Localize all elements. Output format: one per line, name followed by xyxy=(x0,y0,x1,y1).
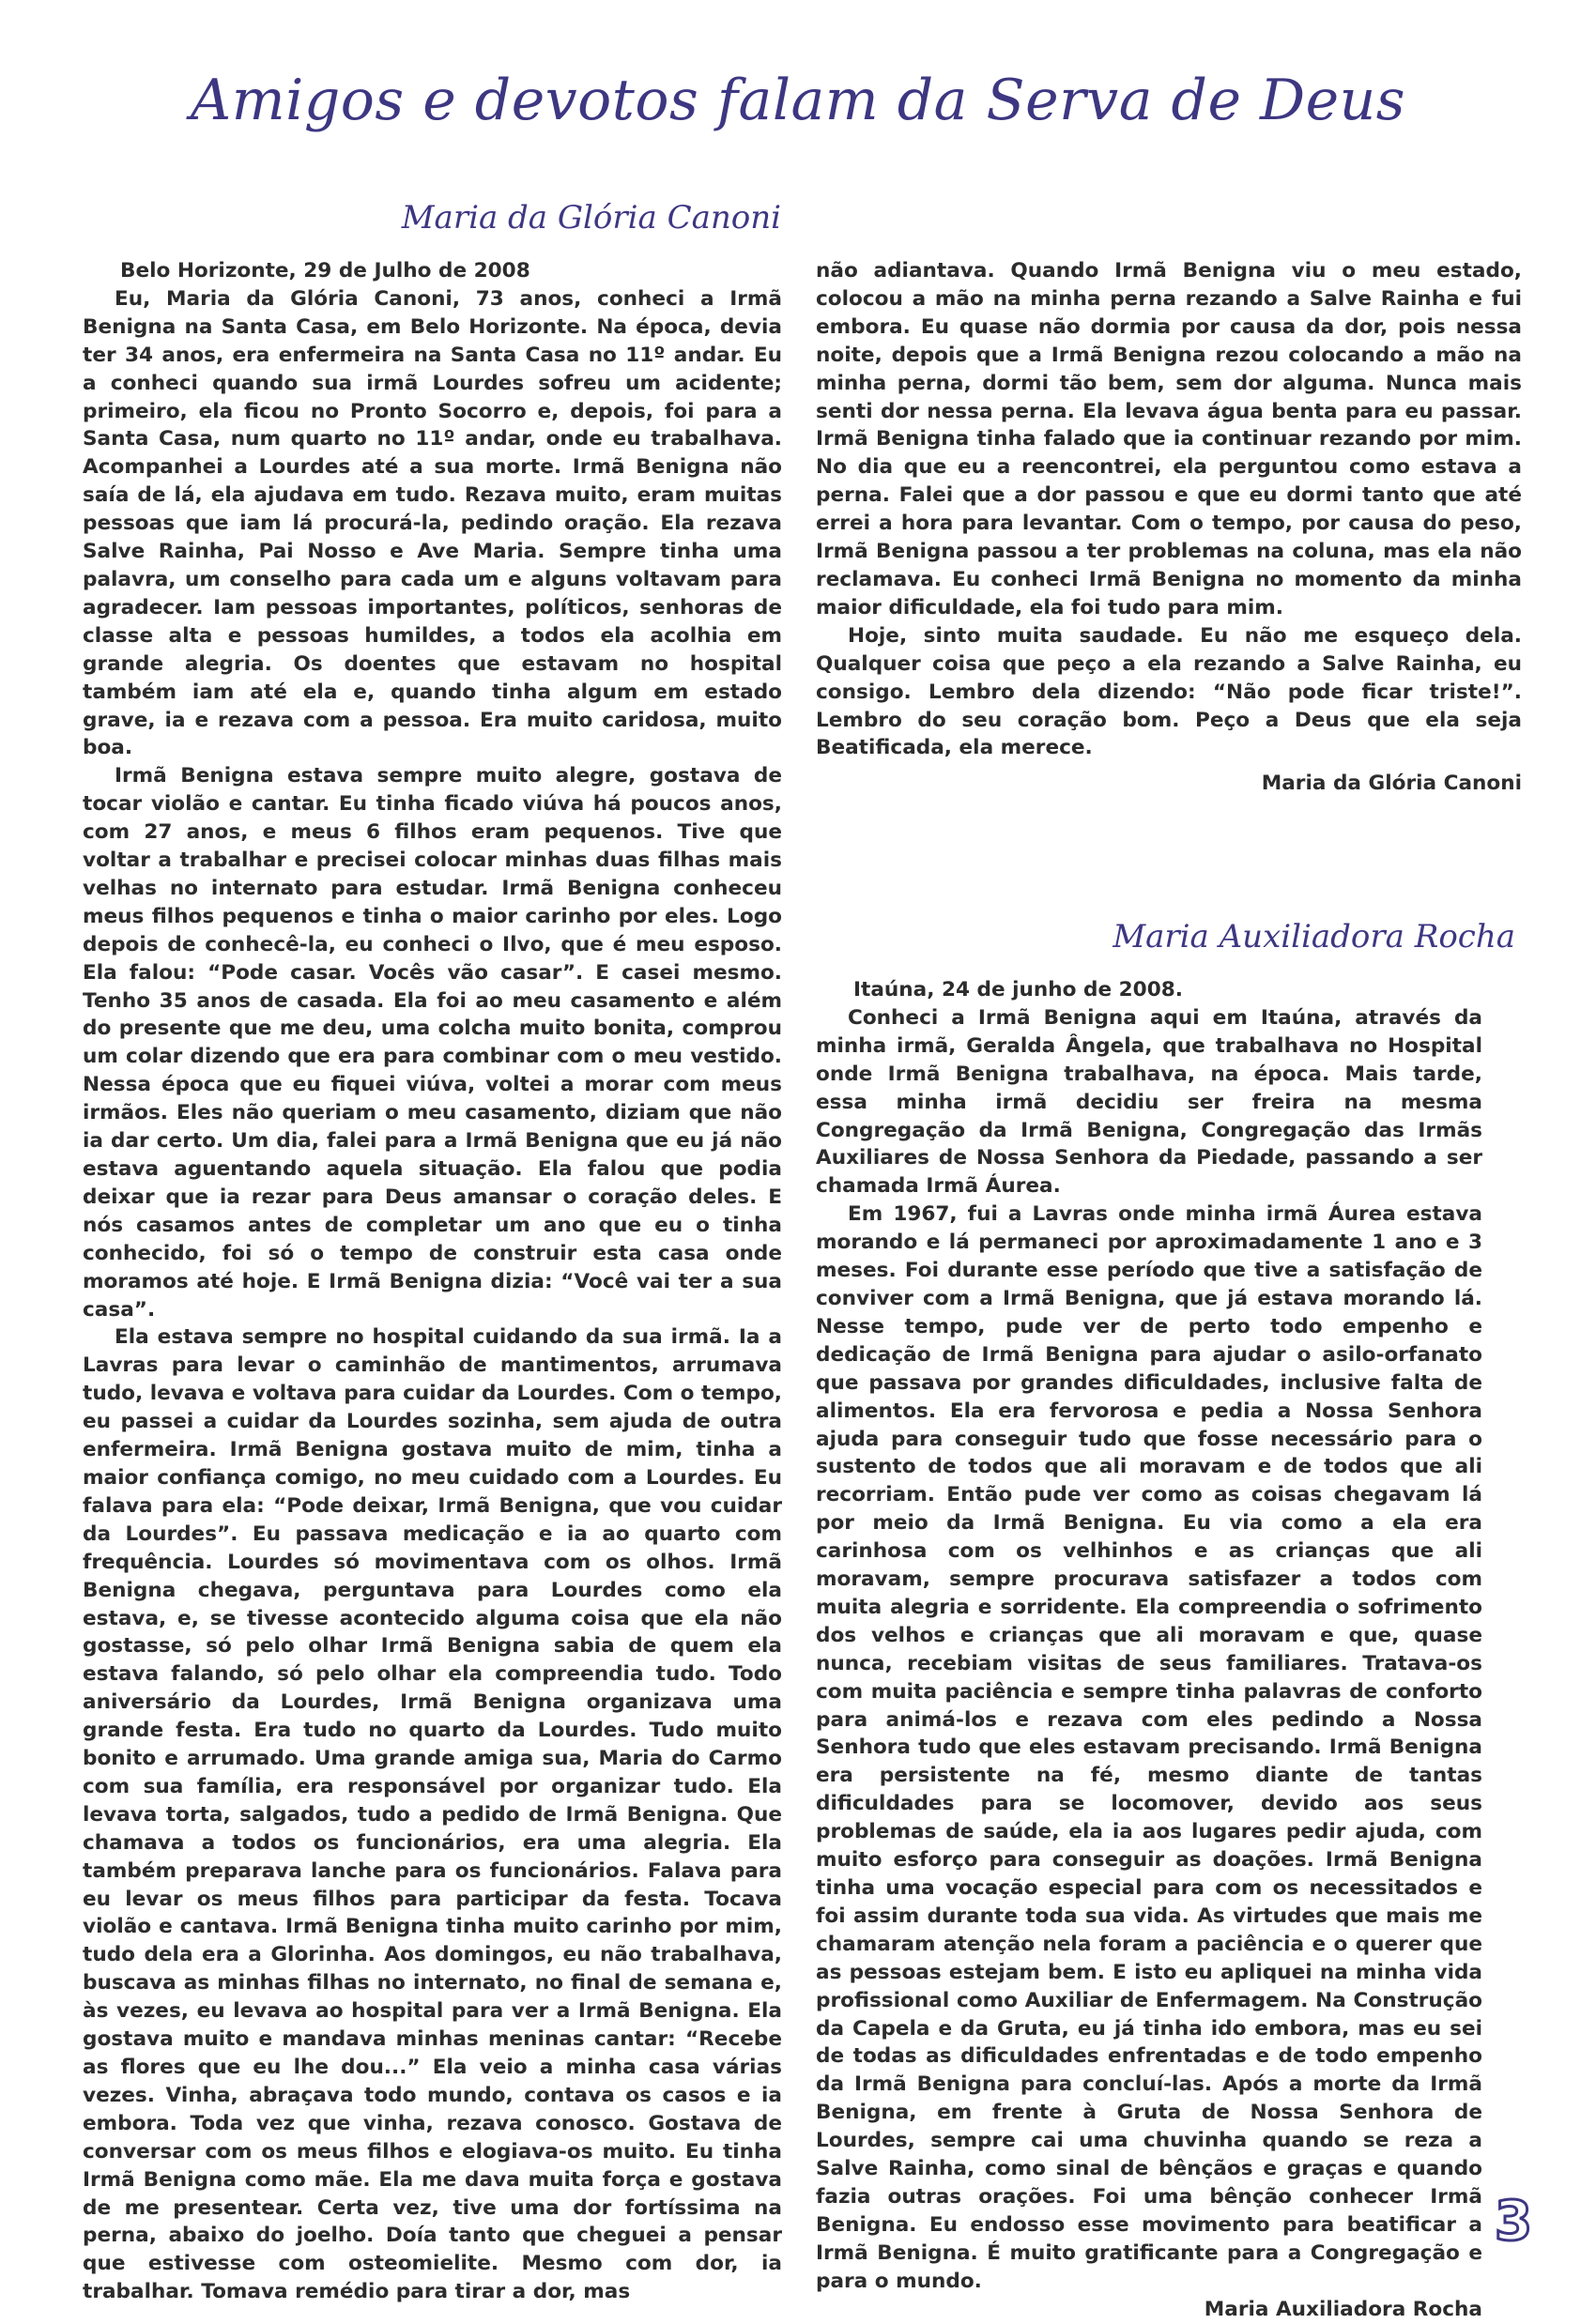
signature-gloria: Maria da Glória Canoni xyxy=(1261,772,1522,796)
testimony-gloria-right-column xyxy=(816,257,1522,798)
author-heading-auxiliadora: Maria Auxiliadora Rocha xyxy=(1113,918,1515,956)
paragraph: Irmã Benigna estava sempre muito alegre, gostava de tocar violão e cantar. Eu tinha ficado viúva há poucos anos, com 27 anos, e meus 6 filhos eram pequenos. Tive que voltar a trabalhar e precisei colocar minhas duas filhas mais velhas no internato para estudar. Irmã Benigna conheceu meus filhos pequenos e tinha o maior carinho por eles. Logo depois de conhecê-la, eu conheci o Ilvo, que é meu esposo. Ela falou: “Pode casar. Vocês vão casar”. E casei mesmo. Tenho 35 anos de casada. Ela foi ao meu casamento e além do presente que me deu, uma colcha muito bonita, comprou um colar dizendo que era para combinar com o meu vestido. Nessa época que eu fiquei viúva, voltei a morar com meus irmãos. Eles não queriam o meu casamento, diziam que não ia dar certo. Um dia, falei para a Irmã Benigna que eu já não estava aguentando aquela situação. Ela falou que podia deixar que ia rezar para Deus amansar o coração deles. E nós casamos antes de completar um ano que eu o tinha conhecido, foi só o tempo de construir esta casa onde moramos até hoje. E Irmã Benigna dizia: “Você vai ter a sua casa”. xyxy=(83,764,782,1322)
dateline-auxiliadora: Itaúna, 24 de junho de 2008. xyxy=(853,978,1183,1001)
page-title: Amigos e devotos falam da Serva de Deus xyxy=(190,68,1406,133)
testimony-gloria-left-column xyxy=(83,257,782,2306)
paragraph: Hoje, sinto muita saudade. Eu não me esqueço dela. Qualquer coisa que peço a ela rezando a Salve Rainha, eu consigo. Lembro dela dizendo: “Não pode ficar triste!”. Lembro do seu coração bom. Peço a Deus que ela seja Beatificada, ela merece. xyxy=(816,623,1522,760)
paragraph: Ela estava sempre no hospital cuidando da sua irmã. Ia a Lavras para levar o caminhão de mantimentos, arrumava tudo, levava e voltava para cuidar da Lourdes. Com o tempo, eu passei a cuidar da Lourdes sozinha, sem ajuda de outra enfermeira. Irmã Benigna gostava muito de mim, tinha a maior confiança comigo, no meu cuidado com a Lourdes. Eu falava para ela: “Pode deixar, Irmã Benigna, que vou cuidar da Lourdes”. Eu passava medicação e ia ao quarto com frequência. Lourdes só movimentava com os olhos. Irmã Benigna chegava, perguntava para Lourdes como ela estava, e, se tivesse acontecido alguma coisa que ela não gostasse, só pelo olhar Irmã Benigna sabia de quem ela estava falando, só pelo olhar ela compreendia tudo. Todo aniversário da Lourdes, Irmã Benigna organizava uma grande festa. Era tudo no quarto da Lourdes. Tudo muito bonito e arrumado. Uma grande amiga sua, Maria do Carmo com sua família, era responsável por organizar tudo. Ela levava torta, salgados, tudo a pedido de Irmã Benigna. Que chamava a todos os funcionários, era uma alegria. Ela também preparava lanche para os funcionários. Falava para eu levar os meus filhos para participar da festa. Tocava violão e cantava. Irmã Benigna tinha muito carinho por mim, tudo dela era a Glorinha. Aos domingos, eu não trabalhava, buscava as minhas filhas no internato, no final de semana e, às vezes, eu levava ao hospital para ver a Irmã Benigna. Ela gostava muito e mandava minhas meninas cantar: “Recebe as flores que eu lhe dou...” Ela veio a minha casa várias vezes. Vinha, abraçava todo mundo, contava os casos e ia embora. Toda vez que vinha, rezava conosco. Gostava de conversar com os meus filhos e elogiava-os muito. Eu tinha Irmã Benigna como mãe. Ela me dava muita força e gostava de me presentear. Certa vez, tive uma dor fortíssima na perna, abaixo do joelho. Doía tanto que cheguei a pensar que estivesse com osteomielite. Mesmo com dor, ia trabalhar. Tomava remédio para tirar a dor, mas xyxy=(83,1325,782,2304)
testimony-auxiliadora-column xyxy=(816,976,1482,2324)
signature-auxiliadora: Maria Auxiliadora Rocha xyxy=(1204,2297,1482,2321)
dateline-gloria: Belo Horizonte, 29 de Julho de 2008 xyxy=(120,259,530,283)
paragraph: Eu, Maria da Glória Canoni, 73 anos, conheci a Irmã Benigna na Santa Casa, em Belo Horizonte. Na época, devia ter 34 anos, era enfermeira na Santa Casa no 11º andar. Eu a conheci quando sua irmã Lourdes sofreu um acidente; primeiro, ela ficou no Pronto Socorro e, depois, foi para a Santa Casa, num quarto no 11º andar, onde eu trabalhava. Acompanhei a Lourdes até a sua morte. Irmã Benigna não saía de lá, ela ajudava em tudo. Rezava muito, eram muitas pessoas que iam lá procurá-la, pedindo oração. Ela rezava Salve Rainha, Pai Nosso e Ave Maria. Sempre tinha uma palavra, um conselho para cada um e alguns voltavam para agradecer. Iam pessoas importantes, políticos, senhoras de classe alta e pessoas humildes, a todos ela acolhia em grande alegria. Os doentes que estavam no hospital também iam até ela e, quando tinha algum em estado grave, ia e rezava com a pessoa. Era muito caridosa, muito boa. xyxy=(83,286,782,760)
author-heading-gloria: Maria da Glória Canoni xyxy=(401,199,781,237)
paragraph-continuation: não adiantava. Quando Irmã Benigna viu o meu estado, colocou a mão na minha perna rezando a Salve Rainha e fui embora. Eu quase não dormia por causa da dor, pois nessa noite, depois que a Irmã Benigna rezou colocando a mão na minha perna, dormi tão bem, sem dor alguma. Nunca mais senti dor nessa perna. Ela levava água benta para eu passar. Irmã Benigna tinha falado que ia continuar rezando por mim. No dia que eu a reencontrei, ela perguntou como estava a perna. Falei que a dor passou e que eu dormi tanto que até errei a hora para levantar. Com o tempo, por causa do peso, Irmã Benigna passou a ter problemas na coluna, mas ela não reclamava. Eu conheci Irmã Benigna no momento da minha maior dificuldade, ela foi tudo para mim. xyxy=(816,259,1522,619)
paragraph: Em 1967, fui a Lavras onde minha irmã Áurea estava morando e lá permaneci por aproximadamente 1 ano e 3 meses. Foi durante esse período que tive a satisfação de conviver com a Irmã Benigna, que já estava morando lá. Nesse tempo, pude ver de perto todo empenho e dedicação de Irmã Benigna para ajudar o asilo-orfanato que passava por grandes dificuldades, inclusive falta de alimentos. Ela era fervorosa e pedia a Nossa Senhora ajuda para conseguir tudo que fosse necessário para o sustento de todos que ali moravam e de todos que ali recorriam. Então pude ver como as coisas chegavam lá por meio da Irmã Benigna. Eu via como a ela era carinhosa com os velhinhos e as crianças que ali moravam, sempre procurava satisfazer a todos com muita alegria e sorridente. Ela compreendia o sofrimento dos velhos e crianças que ali moravam e que, quase nunca, recebiam visitas de seus familiares. Tratava-os com muita paciência e sempre tinha palavras de conforto para animá-los e rezava com eles pedindo a Nossa Senhora tudo que eles estavam precisando. Irmã Benigna era persistente na fé, mesmo diante de tantas dificuldades para se locomover, devido aos seus problemas de saúde, ela ia aos lugares pedir ajuda, com muito esforço para conseguir as doações. Irmã Benigna tinha uma vocação especial para com os necessitados e foi assim durante toda sua vida. As virtudes que mais me chamaram atenção nela foram a paciência e o querer que as pessoas estejam bem. E isto eu apliquei na minha vida profissional como Auxiliar de Enfermagem. Na Construção da Capela e da Gruta, eu já tinha ido embora, mas eu sei de todas as dificuldades enfrentadas e de todo empenho da Irmã Benigna para concluí-las. Após a morte da Irmã Benigna, em frente à Gruta de Nossa Senhora de Lourdes, sempre cai uma chuvinha quando se reza a Salve Rainha, como sinal de bênçãos e graças e quando fazia outras orações. Foi uma bênção conhecer Irmã Benigna. Eu endosso esse movimento para beatificar a Irmã Benigna. É muito gratificante para a Congregação e para o mundo. xyxy=(816,1202,1482,2293)
paragraph: Conheci a Irmã Benigna aqui em Itaúna, através da minha irmã, Geralda Ângela, que trabalhava no Hospital onde Irmã Benigna trabalhava, na época. Mais tarde, essa minha irmã decidiu ser freira na mesma Congregação da Irmã Benigna, Congregação das Irmãs Auxiliares de Nossa Senhora da Piedade, passando a ser chamada Irmã Áurea. xyxy=(816,1005,1482,1199)
page-number: 3 xyxy=(1494,2189,1533,2253)
